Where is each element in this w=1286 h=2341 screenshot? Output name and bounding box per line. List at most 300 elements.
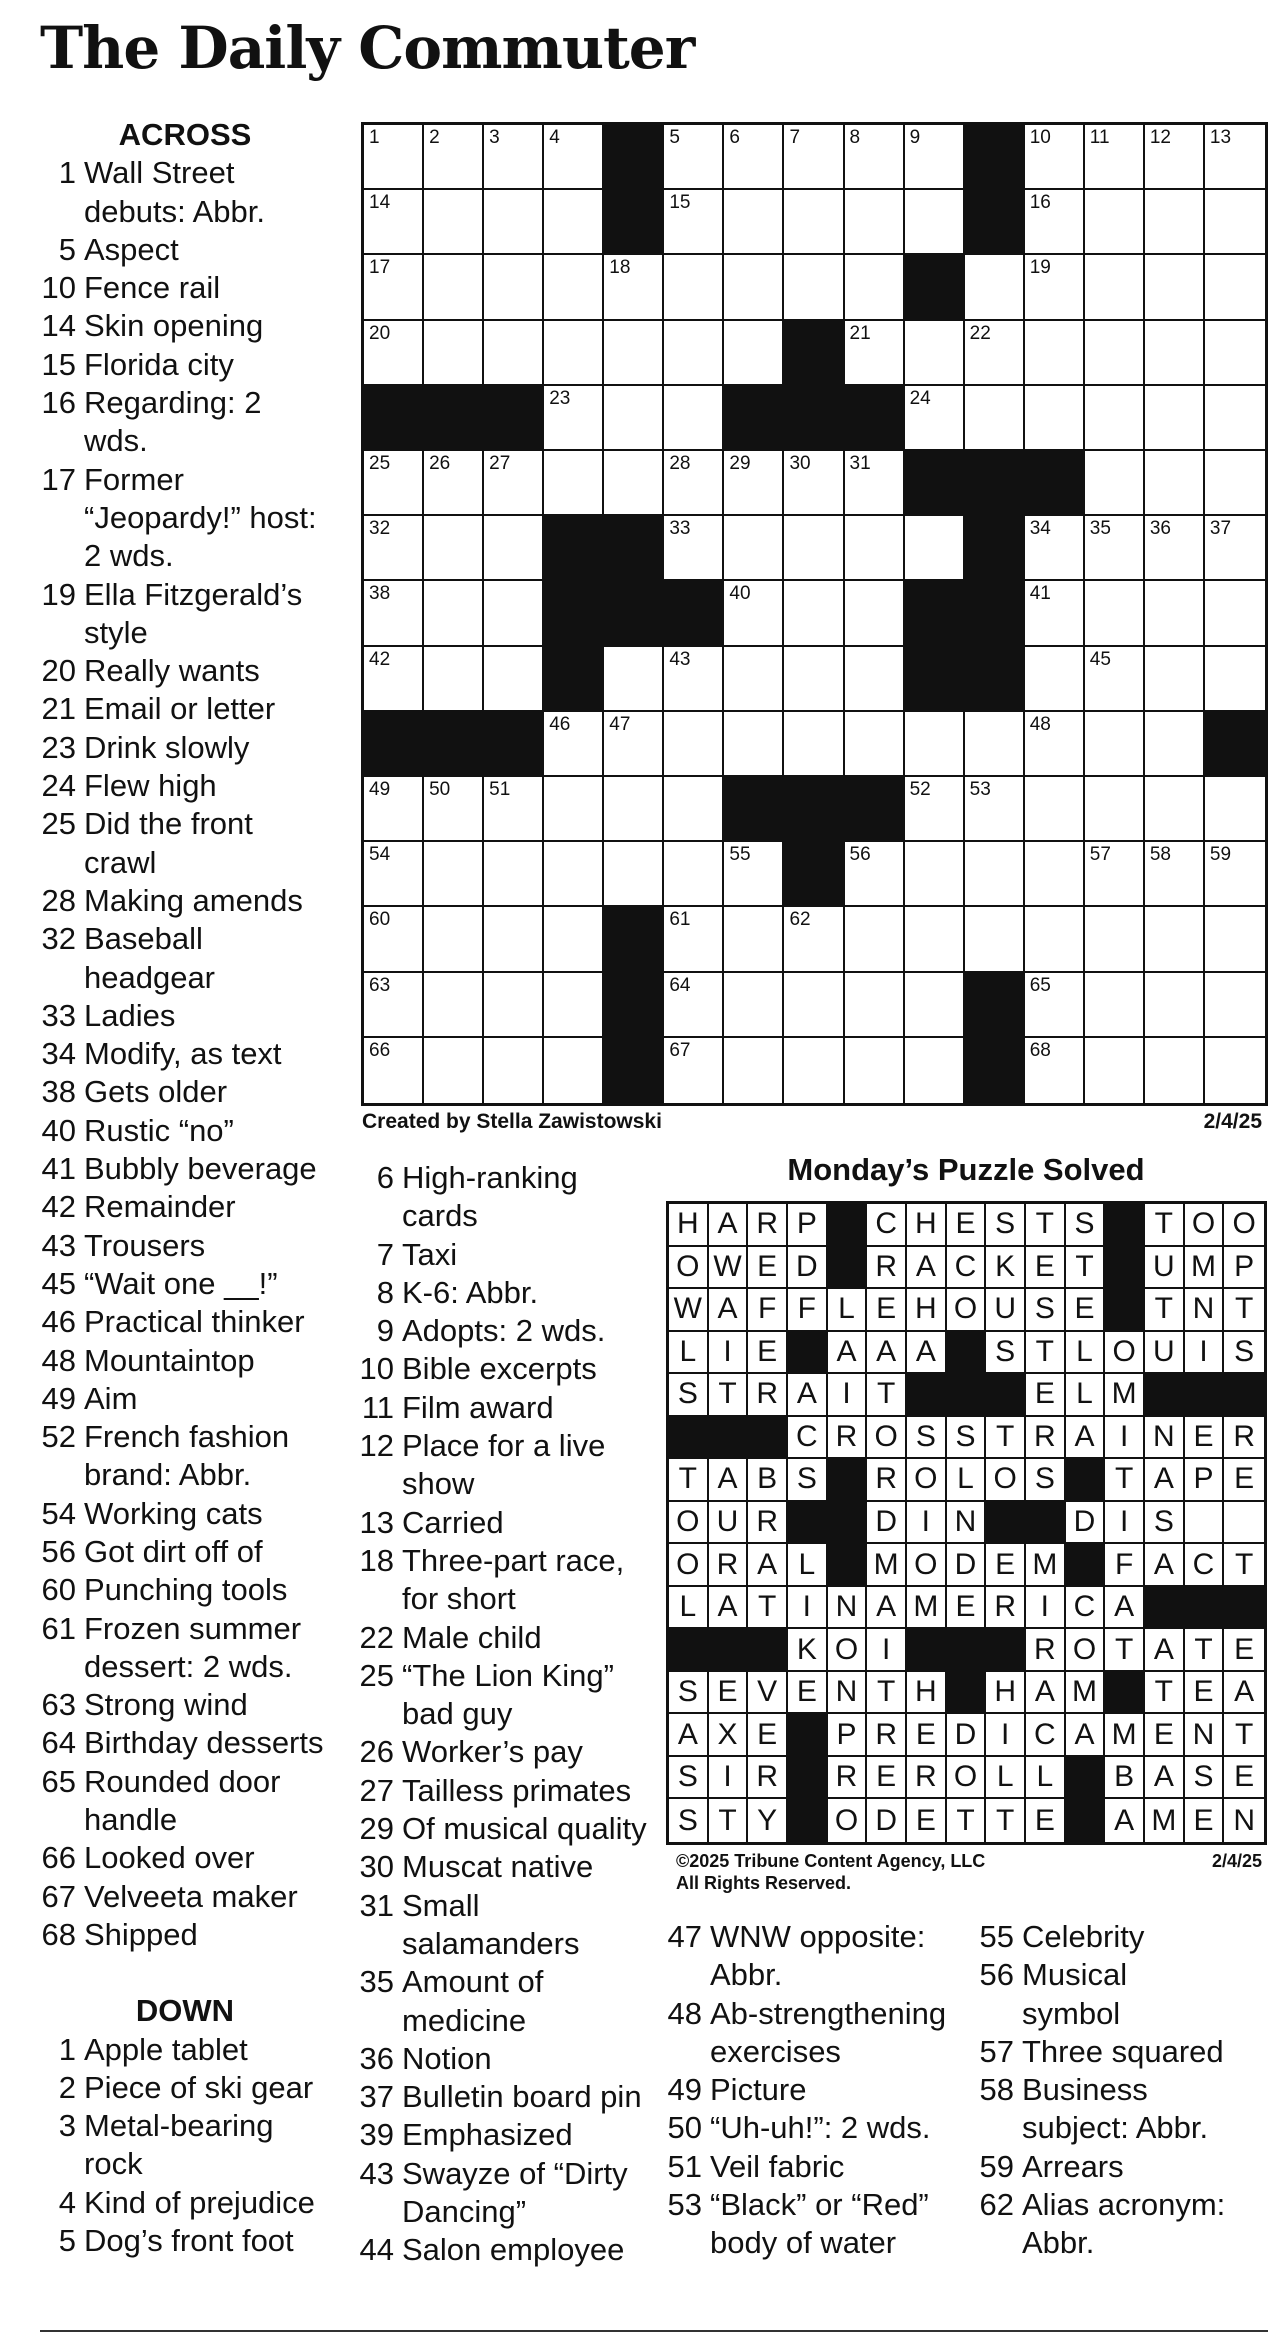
grid-cell[interactable] bbox=[845, 712, 905, 777]
grid-cell[interactable] bbox=[364, 581, 424, 646]
clue-item bbox=[40, 1112, 330, 1150]
grid-cell[interactable] bbox=[784, 190, 844, 255]
clue-item bbox=[40, 1227, 330, 1265]
grid-cell[interactable] bbox=[364, 125, 424, 190]
solved-cell: E bbox=[986, 1544, 1026, 1587]
grid-cell[interactable] bbox=[965, 321, 1025, 386]
grid-cell[interactable] bbox=[905, 907, 965, 972]
grid-cell[interactable] bbox=[1145, 125, 1205, 190]
grid-cell[interactable] bbox=[724, 647, 784, 712]
clue-item bbox=[40, 1380, 330, 1418]
clue-text: medicine bbox=[402, 2002, 527, 2038]
grid-cell[interactable] bbox=[664, 712, 724, 777]
grid-cell[interactable] bbox=[484, 907, 544, 972]
black-square bbox=[544, 581, 604, 646]
grid-cell[interactable] bbox=[1145, 907, 1205, 972]
cell-number: 41 bbox=[1029, 583, 1051, 605]
solved-cell: S bbox=[788, 1459, 828, 1502]
grid-cell[interactable] bbox=[1085, 712, 1145, 777]
clue-text: Arrears bbox=[1022, 2148, 1124, 2184]
grid-cell[interactable] bbox=[484, 321, 544, 386]
clue-item bbox=[358, 1848, 658, 1886]
clue-text: “Wait one __!” bbox=[84, 1265, 278, 1301]
solved-cell: T bbox=[1145, 1672, 1185, 1715]
grid-cell[interactable] bbox=[1205, 581, 1265, 646]
clue-text: salamanders bbox=[402, 1925, 580, 1961]
clue-text: Frozen summer bbox=[84, 1610, 302, 1646]
solved-cell: S bbox=[907, 1417, 947, 1460]
cell-number: 13 bbox=[1209, 127, 1232, 148]
clue-item bbox=[358, 1810, 658, 1848]
grid-cell[interactable] bbox=[965, 255, 1025, 320]
clue-number: 52 bbox=[41, 1419, 76, 1455]
clue-item bbox=[40, 2222, 330, 2260]
grid-cell[interactable] bbox=[1145, 973, 1205, 1038]
solved-cell: V bbox=[748, 1672, 788, 1715]
grid-cell[interactable] bbox=[1025, 777, 1085, 842]
solved-cell: S bbox=[669, 1672, 709, 1715]
grid-cell[interactable] bbox=[724, 321, 784, 386]
grid-cell[interactable] bbox=[1145, 712, 1205, 777]
grid-cell[interactable] bbox=[484, 777, 544, 842]
solved-cell: M bbox=[1105, 1374, 1145, 1417]
cell-number: 27 bbox=[489, 452, 511, 474]
grid-cell[interactable] bbox=[1205, 907, 1265, 972]
grid-cell[interactable] bbox=[965, 842, 1025, 907]
clue-item bbox=[358, 1236, 658, 1274]
clue-number: 10 bbox=[41, 270, 76, 306]
grid-cell[interactable] bbox=[604, 712, 664, 777]
grid-cell[interactable] bbox=[604, 647, 664, 712]
grid-cell[interactable] bbox=[664, 255, 724, 320]
grid-cell[interactable] bbox=[364, 190, 424, 255]
grid-cell[interactable] bbox=[1085, 647, 1145, 712]
grid-cell[interactable] bbox=[724, 1038, 784, 1103]
solved-cell bbox=[1224, 1502, 1264, 1545]
solved-cell: O bbox=[1105, 1332, 1145, 1375]
black-square bbox=[424, 386, 484, 451]
grid-cell[interactable] bbox=[1145, 581, 1205, 646]
grid-cell[interactable] bbox=[1085, 777, 1145, 842]
clue-text: “Black” or “Red” bbox=[710, 2187, 929, 2223]
grid-cell[interactable] bbox=[484, 1038, 544, 1103]
clue-item bbox=[358, 1312, 658, 1350]
solved-cell: T bbox=[709, 1374, 749, 1417]
grid-cell[interactable] bbox=[1205, 321, 1265, 386]
grid-cell[interactable] bbox=[965, 907, 1025, 972]
grid-cell[interactable] bbox=[424, 842, 484, 907]
grid-cell[interactable] bbox=[664, 190, 724, 255]
grid-cell[interactable] bbox=[724, 451, 784, 516]
grid-cell[interactable] bbox=[724, 516, 784, 581]
solved-cell: S bbox=[1026, 1289, 1066, 1332]
grid-cell[interactable] bbox=[1085, 386, 1145, 451]
grid-cell[interactable] bbox=[664, 777, 724, 842]
grid-cell[interactable] bbox=[484, 190, 544, 255]
clue-text: Bulletin board pin bbox=[402, 2079, 642, 2115]
grid-cell[interactable] bbox=[1025, 842, 1085, 907]
grid-cell[interactable] bbox=[364, 973, 424, 1038]
cell-number: 43 bbox=[669, 648, 691, 670]
grid-cell[interactable] bbox=[1145, 777, 1205, 842]
clue-text: Birthday desserts bbox=[84, 1725, 324, 1761]
grid-cell[interactable] bbox=[845, 255, 905, 320]
grid-cell[interactable] bbox=[544, 190, 604, 255]
grid-cell[interactable] bbox=[364, 451, 424, 516]
grid-cell[interactable] bbox=[724, 712, 784, 777]
solved-cell: A bbox=[1145, 1629, 1185, 1672]
grid-cell[interactable] bbox=[1145, 1038, 1205, 1103]
cell-number: 10 bbox=[1029, 127, 1051, 148]
grid-cell[interactable] bbox=[1085, 321, 1145, 386]
grid-cell[interactable] bbox=[905, 1038, 965, 1103]
solved-cell: D bbox=[788, 1247, 828, 1290]
solved-cell: L bbox=[986, 1757, 1026, 1800]
grid-cell[interactable] bbox=[1085, 973, 1145, 1038]
grid-cell[interactable] bbox=[544, 255, 604, 320]
grid-cell[interactable] bbox=[1145, 190, 1205, 255]
black-square bbox=[965, 647, 1025, 712]
grid-cell[interactable] bbox=[364, 842, 424, 907]
clue-item bbox=[40, 1418, 330, 1495]
solved-cell: E bbox=[867, 1289, 907, 1332]
grid-cell[interactable] bbox=[845, 973, 905, 1038]
clue-text: headgear bbox=[84, 959, 216, 995]
grid-cell[interactable] bbox=[965, 712, 1025, 777]
grid-cell[interactable] bbox=[544, 125, 604, 190]
grid-cell[interactable] bbox=[845, 647, 905, 712]
grid-cell[interactable] bbox=[1025, 125, 1085, 190]
clue-number: 44 bbox=[359, 2232, 394, 2268]
grid-cell[interactable] bbox=[544, 451, 604, 516]
grid-cell[interactable] bbox=[724, 842, 784, 907]
grid-cell[interactable] bbox=[1025, 973, 1085, 1038]
grid-cell[interactable] bbox=[905, 712, 965, 777]
grid-cell[interactable] bbox=[1205, 973, 1265, 1038]
grid-cell[interactable] bbox=[1085, 842, 1145, 907]
grid-cell[interactable] bbox=[664, 842, 724, 907]
grid-cell[interactable] bbox=[604, 842, 664, 907]
grid-cell[interactable] bbox=[724, 125, 784, 190]
cell-number: 38 bbox=[369, 583, 391, 605]
grid-cell[interactable] bbox=[905, 125, 965, 190]
grid-cell[interactable] bbox=[1085, 516, 1145, 581]
grid-cell[interactable] bbox=[845, 125, 905, 190]
grid-cell[interactable] bbox=[845, 842, 905, 907]
grid-cell[interactable] bbox=[1085, 125, 1145, 190]
solved-black-square bbox=[1066, 1757, 1106, 1800]
clue-number: 1 bbox=[58, 2031, 76, 2067]
grid-cell[interactable] bbox=[1205, 516, 1265, 581]
grid-cell[interactable] bbox=[905, 386, 965, 451]
grid-cell[interactable] bbox=[724, 973, 784, 1038]
solved-cell: R bbox=[986, 1587, 1026, 1630]
cell-number: 68 bbox=[1029, 1039, 1051, 1061]
grid-cell[interactable] bbox=[1145, 842, 1205, 907]
grid-cell[interactable] bbox=[1145, 516, 1205, 581]
grid-cell[interactable] bbox=[1025, 190, 1085, 255]
grid-cell[interactable] bbox=[1085, 581, 1145, 646]
clue-number: 25 bbox=[359, 1657, 394, 1693]
grid-cell[interactable] bbox=[424, 321, 484, 386]
grid-cell[interactable] bbox=[544, 973, 604, 1038]
clue-number: 56 bbox=[41, 1533, 76, 1569]
grid-cell[interactable] bbox=[1145, 255, 1205, 320]
clue-text: Modify, as text bbox=[84, 1036, 282, 1072]
grid-cell[interactable] bbox=[484, 647, 544, 712]
grid-cell[interactable] bbox=[664, 973, 724, 1038]
grid-cell[interactable] bbox=[364, 255, 424, 320]
grid-cell[interactable] bbox=[664, 1038, 724, 1103]
grid-cell[interactable] bbox=[845, 581, 905, 646]
grid-cell[interactable] bbox=[1205, 1038, 1265, 1103]
solved-cell: T bbox=[1105, 1629, 1145, 1672]
clue-text: Flew high bbox=[84, 768, 217, 804]
grid-cell[interactable] bbox=[484, 516, 544, 581]
solved-cell: R bbox=[867, 1459, 907, 1502]
grid-cell[interactable] bbox=[1085, 1038, 1145, 1103]
grid-cell[interactable] bbox=[905, 516, 965, 581]
grid-cell[interactable] bbox=[424, 255, 484, 320]
grid-cell[interactable] bbox=[784, 125, 844, 190]
grid-cell[interactable] bbox=[424, 125, 484, 190]
grid-cell[interactable] bbox=[484, 842, 544, 907]
grid-cell[interactable] bbox=[724, 255, 784, 320]
clue-text: Rustic “no” bbox=[84, 1112, 234, 1148]
grid-cell[interactable] bbox=[424, 516, 484, 581]
grid-cell[interactable] bbox=[604, 386, 664, 451]
grid-cell[interactable] bbox=[424, 1038, 484, 1103]
grid-cell[interactable] bbox=[905, 973, 965, 1038]
grid-cell[interactable] bbox=[424, 451, 484, 516]
clue-number: 12 bbox=[359, 1428, 394, 1464]
grid-cell[interactable] bbox=[965, 386, 1025, 451]
grid-cell[interactable] bbox=[1025, 1038, 1085, 1103]
grid-cell[interactable] bbox=[1085, 451, 1145, 516]
cell-number: 48 bbox=[1029, 713, 1051, 735]
grid-cell[interactable] bbox=[1085, 255, 1145, 320]
clue-number: 51 bbox=[667, 2148, 702, 2184]
grid-cell[interactable] bbox=[1025, 647, 1085, 712]
cell-number: 4 bbox=[549, 127, 560, 148]
grid-cell[interactable] bbox=[664, 647, 724, 712]
grid-cell[interactable] bbox=[1025, 321, 1085, 386]
clue-item bbox=[358, 1542, 658, 1619]
grid-cell[interactable] bbox=[484, 973, 544, 1038]
clue-text: rock bbox=[84, 2146, 143, 2182]
grid-cell[interactable] bbox=[424, 647, 484, 712]
grid-cell[interactable] bbox=[424, 581, 484, 646]
solved-cell: R bbox=[1026, 1629, 1066, 1672]
grid-cell[interactable] bbox=[664, 516, 724, 581]
grid-cell[interactable] bbox=[544, 386, 604, 451]
clue-text: Bible excerpts bbox=[402, 1351, 597, 1387]
grid-cell[interactable] bbox=[1145, 647, 1205, 712]
grid-cell[interactable] bbox=[664, 321, 724, 386]
grid-cell[interactable] bbox=[484, 451, 544, 516]
clue-number: 35 bbox=[359, 1964, 394, 2000]
grid-cell[interactable] bbox=[1085, 190, 1145, 255]
grid-cell[interactable] bbox=[784, 255, 844, 320]
clue-item bbox=[358, 1427, 658, 1504]
clue-item bbox=[40, 1150, 330, 1188]
grid-cell[interactable] bbox=[784, 1038, 844, 1103]
grid-cell[interactable] bbox=[845, 451, 905, 516]
grid-cell[interactable] bbox=[1025, 516, 1085, 581]
clue-number: 19 bbox=[41, 576, 76, 612]
grid-cell[interactable] bbox=[724, 581, 784, 646]
clue-text: Film award bbox=[402, 1389, 554, 1425]
grid-cell[interactable] bbox=[1145, 451, 1205, 516]
grid-cell[interactable] bbox=[544, 712, 604, 777]
grid-cell[interactable] bbox=[424, 777, 484, 842]
clue-number: 59 bbox=[979, 2148, 1014, 2184]
grid-cell[interactable] bbox=[364, 1038, 424, 1103]
grid-cell[interactable] bbox=[784, 907, 844, 972]
grid-cell[interactable] bbox=[1145, 386, 1205, 451]
solved-cell: A bbox=[1145, 1544, 1185, 1587]
black-square bbox=[965, 190, 1025, 255]
grid-cell[interactable] bbox=[364, 516, 424, 581]
grid-cell[interactable] bbox=[1145, 321, 1205, 386]
grid-cell[interactable] bbox=[784, 451, 844, 516]
grid-cell[interactable] bbox=[1205, 647, 1265, 712]
grid-cell[interactable] bbox=[664, 125, 724, 190]
grid-cell[interactable] bbox=[544, 842, 604, 907]
clue-text: Abbr. bbox=[1022, 2225, 1095, 2261]
grid-cell[interactable] bbox=[845, 516, 905, 581]
grid-cell[interactable] bbox=[364, 321, 424, 386]
grid-cell[interactable] bbox=[664, 451, 724, 516]
black-square bbox=[905, 451, 965, 516]
cell-number: 45 bbox=[1089, 648, 1111, 670]
grid-cell[interactable] bbox=[604, 777, 664, 842]
grid-cell[interactable] bbox=[604, 321, 664, 386]
grid-cell[interactable] bbox=[1205, 255, 1265, 320]
cell-number: 61 bbox=[669, 909, 691, 931]
grid-cell[interactable] bbox=[905, 777, 965, 842]
grid-cell[interactable] bbox=[724, 190, 784, 255]
black-square bbox=[724, 386, 784, 451]
clue-item bbox=[978, 2186, 1268, 2263]
grid-cell[interactable] bbox=[1025, 712, 1085, 777]
clue-number: 28 bbox=[41, 882, 76, 918]
grid-cell[interactable] bbox=[1025, 907, 1085, 972]
grid-cell[interactable] bbox=[1025, 255, 1085, 320]
clue-text: Former bbox=[84, 461, 184, 497]
grid-cell[interactable] bbox=[604, 451, 664, 516]
solved-cell: H bbox=[669, 1204, 709, 1247]
solved-cell: T bbox=[1145, 1289, 1185, 1332]
solved-cell: U bbox=[1145, 1332, 1185, 1375]
solved-cell: S bbox=[1026, 1459, 1066, 1502]
solved-cell: E bbox=[1185, 1417, 1225, 1460]
grid-cell[interactable] bbox=[544, 1038, 604, 1103]
clue-text: Emphasized bbox=[402, 2117, 573, 2153]
grid-cell[interactable] bbox=[845, 907, 905, 972]
grid-cell[interactable] bbox=[1205, 777, 1265, 842]
solved-cell: F bbox=[748, 1289, 788, 1332]
grid-cell[interactable] bbox=[724, 907, 784, 972]
solved-cell: E bbox=[907, 1799, 947, 1842]
solved-black-square bbox=[1105, 1204, 1145, 1247]
solved-cell: H bbox=[907, 1204, 947, 1247]
grid-cell[interactable] bbox=[905, 190, 965, 255]
solved-cell: A bbox=[867, 1587, 907, 1630]
clue-number: 10 bbox=[359, 1351, 394, 1387]
solved-cell: I bbox=[1105, 1502, 1145, 1545]
clue-number: 5 bbox=[58, 231, 76, 267]
grid-cell[interactable] bbox=[664, 907, 724, 972]
grid-cell[interactable] bbox=[364, 777, 424, 842]
clue-text: Amount of bbox=[402, 1964, 544, 2000]
grid-cell[interactable] bbox=[544, 321, 604, 386]
clue-item bbox=[666, 2109, 966, 2147]
grid-cell[interactable] bbox=[364, 907, 424, 972]
grid-cell[interactable] bbox=[1025, 581, 1085, 646]
solved-cell: C bbox=[867, 1204, 907, 1247]
grid-cell[interactable] bbox=[484, 581, 544, 646]
grid-cell[interactable] bbox=[1205, 125, 1265, 190]
grid-cell[interactable] bbox=[965, 777, 1025, 842]
grid-cell[interactable] bbox=[1085, 907, 1145, 972]
grid-cell[interactable] bbox=[905, 321, 965, 386]
clue-text: Practical thinker bbox=[84, 1304, 305, 1340]
grid-cell[interactable] bbox=[1205, 190, 1265, 255]
solved-cell: S bbox=[986, 1332, 1026, 1375]
grid-cell[interactable] bbox=[845, 321, 905, 386]
solved-cell: S bbox=[1224, 1332, 1264, 1375]
grid-cell[interactable] bbox=[544, 907, 604, 972]
black-square bbox=[965, 581, 1025, 646]
grid-cell[interactable] bbox=[845, 190, 905, 255]
grid-cell[interactable] bbox=[784, 712, 844, 777]
grid-cell[interactable] bbox=[784, 647, 844, 712]
grid-cell[interactable] bbox=[364, 647, 424, 712]
solved-black-square bbox=[1105, 1672, 1145, 1715]
clue-item bbox=[40, 1265, 330, 1303]
grid-cell[interactable] bbox=[484, 255, 544, 320]
grid-cell[interactable] bbox=[784, 516, 844, 581]
grid-cell[interactable] bbox=[544, 777, 604, 842]
grid-cell[interactable] bbox=[424, 907, 484, 972]
grid-cell[interactable] bbox=[424, 973, 484, 1038]
clue-item bbox=[40, 269, 330, 307]
grid-cell[interactable] bbox=[1025, 386, 1085, 451]
clue-text: Picture bbox=[710, 2072, 807, 2108]
grid-cell[interactable] bbox=[424, 190, 484, 255]
grid-cell[interactable] bbox=[1205, 842, 1265, 907]
cell-number: 21 bbox=[849, 322, 871, 344]
clue-number: 43 bbox=[359, 2155, 394, 2191]
grid-cell[interactable] bbox=[1205, 386, 1265, 451]
clue-item bbox=[40, 154, 330, 231]
grid-cell[interactable] bbox=[784, 581, 844, 646]
grid-cell[interactable] bbox=[604, 255, 664, 320]
down-clues-col4 bbox=[978, 1918, 1268, 2263]
grid-cell[interactable] bbox=[905, 842, 965, 907]
grid-cell[interactable] bbox=[845, 1038, 905, 1103]
grid-cell[interactable] bbox=[1205, 451, 1265, 516]
solved-cell: E bbox=[1224, 1757, 1264, 1800]
clue-text: Rounded door bbox=[84, 1763, 281, 1799]
grid-cell[interactable] bbox=[784, 973, 844, 1038]
grid-cell[interactable] bbox=[664, 386, 724, 451]
solved-cell: A bbox=[788, 1374, 828, 1417]
black-square bbox=[424, 712, 484, 777]
grid-cell[interactable] bbox=[484, 125, 544, 190]
clue-text: Three squared bbox=[1022, 2033, 1224, 2069]
